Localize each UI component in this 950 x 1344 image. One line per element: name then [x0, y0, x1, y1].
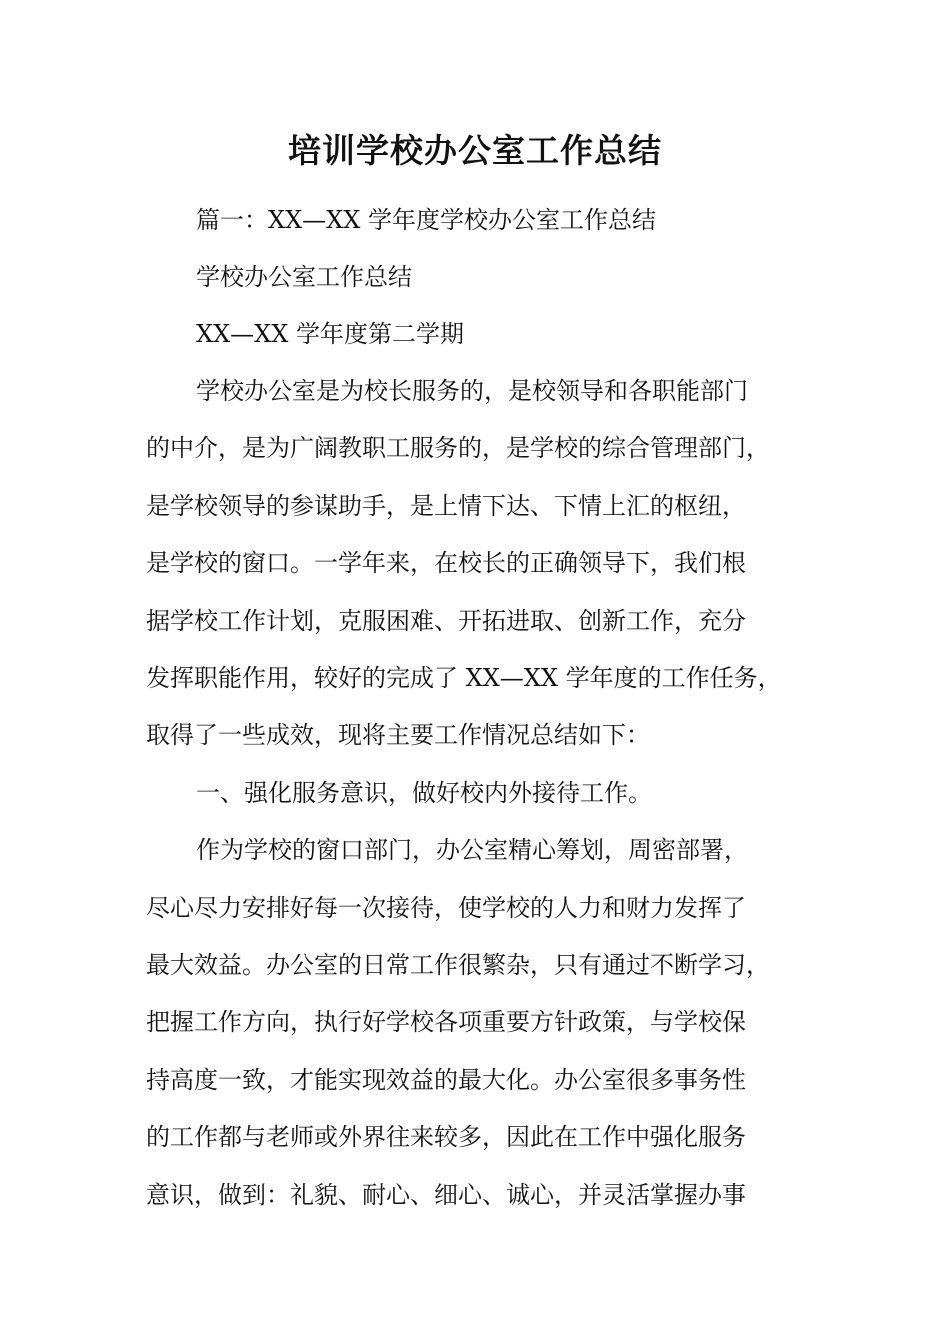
text-line: 据学校工作计划，克服困难、开拓进取、创新工作，充分	[146, 607, 746, 635]
text-line: 意识，做到：礼貌、耐心、细心、诚心，并灵活掌握办事	[146, 1181, 746, 1209]
text-line: XX—XX 学年度第二学期	[196, 320, 464, 348]
text-line: 一、强化服务意识，做好校内外接待工作。	[196, 779, 652, 807]
text-line: 的工作都与老师或外界往来较多，因此在工作中强化服务	[146, 1123, 746, 1151]
text-line: 篇一：XX—XX 学年度学校办公室工作总结	[196, 206, 656, 234]
text-line: 尽心尽力安排好每一次接待，使学校的人力和财力发挥了	[146, 894, 746, 922]
text-line: 最大效益。办公室的日常工作很繁杂，只有通过不断学习，	[146, 951, 770, 979]
text-line: 作为学校的窗口部门，办公室精心筹划，周密部署，	[196, 836, 748, 864]
text-line: 持高度一致，才能实现效益的最大化。办公室很多事务性	[146, 1066, 746, 1094]
text-line: 是学校领导的参谋助手，是上情下达、下情上汇的枢纽，	[146, 492, 746, 520]
text-line: 学校办公室工作总结	[196, 263, 412, 291]
text-line: 学校办公室是为校长服务的，是校领导和各职能部门	[196, 377, 748, 405]
text-line: 把握工作方向，执行好学校各项重要方针政策，与学校保	[146, 1008, 746, 1036]
text-line: 发挥职能作用，较好的完成了 XX—XX 学年度的工作任务，	[146, 664, 782, 692]
text-line: 是学校的窗口。一学年来，在校长的正确领导下，我们根	[146, 549, 746, 577]
text-line: 取得了一些成效，现将主要工作情况总结如下：	[146, 721, 650, 749]
text-line: 的中介，是为广阔教职工服务的，是学校的综合管理部门，	[146, 434, 770, 462]
document-title: 培训学校办公室工作总结	[288, 131, 662, 170]
